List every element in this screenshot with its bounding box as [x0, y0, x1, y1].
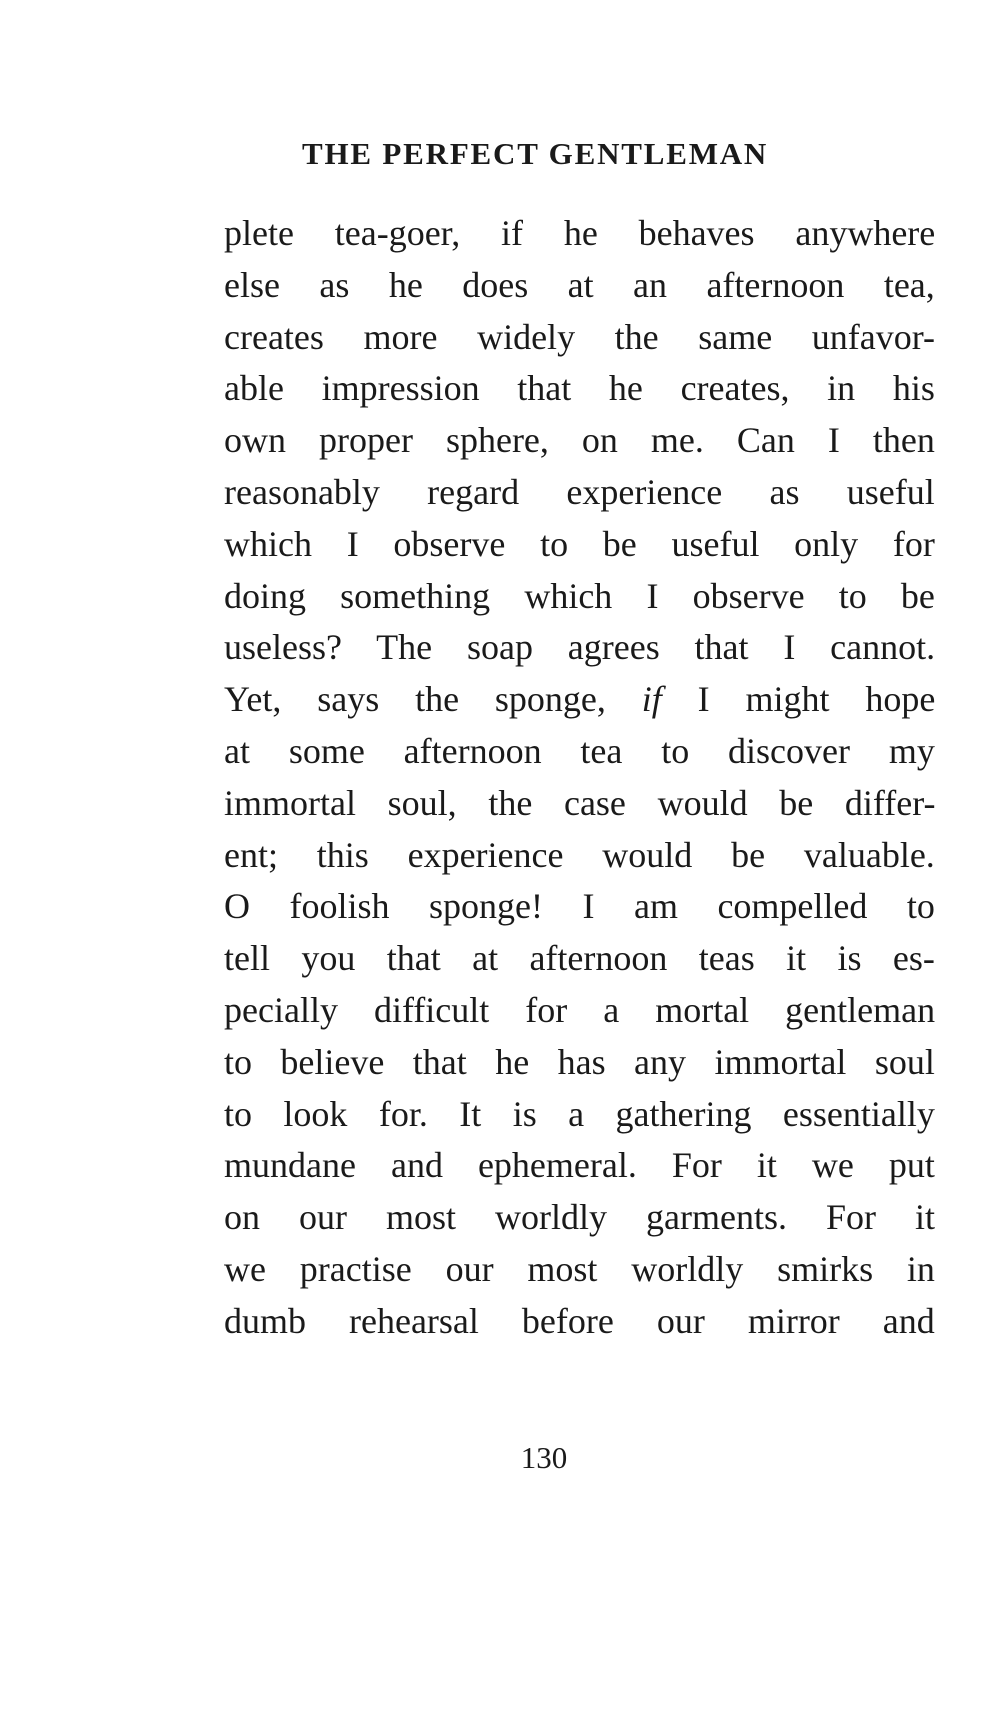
text-line: to believe that he has any immortal soul [224, 1041, 935, 1082]
text-line-with-italic [224, 674, 935, 726]
text-line: plete tea-goer, if he behaves anywhere [224, 213, 936, 253]
text-line: able impression that he creates, in his [224, 368, 935, 409]
text-line: O foolish sponge! I am compelled to [224, 886, 935, 927]
text-line: we practise our most worldly smirks in [224, 1248, 935, 1289]
text-line: mundane and ephemeral. For it we put [224, 1145, 935, 1186]
text-line: pecially difficult for a mortal gentleman [224, 989, 936, 1030]
text-line: to look for. It is a gathering essentially [224, 1093, 935, 1134]
text-line: own proper sphere, on me. Can I then [224, 420, 935, 461]
text-line: which I observe to be useful only for [224, 523, 935, 564]
text-line: doing something which I observe to be [224, 575, 935, 616]
text-line: dumb rehearsal before our mirror and [224, 1300, 935, 1341]
page-number: 130 [520, 1440, 568, 1475]
text-line: reasonably regard experience as useful [224, 471, 935, 512]
text-line: useless? The soap agrees that I cannot. [224, 627, 936, 668]
text-line: immortal soul, the case would be differ- [224, 782, 936, 823]
text-line: on our most worldly garments. For it [224, 1197, 935, 1238]
text-line: else as he does at an afternoon tea, [224, 264, 935, 305]
text-line: creates more widely the same unfavor- [224, 316, 936, 357]
text-line: tell you that at afternoon teas it is es- [224, 938, 935, 979]
text-line: at some afternoon tea to discover my [224, 730, 935, 771]
text-line: ent; this experience would be valuable. [224, 834, 935, 875]
running-head: THE PERFECT GENTLEMAN [302, 136, 769, 171]
text-segment: Yet, says the sponge, [224, 679, 606, 720]
body-text [224, 208, 935, 1348]
text-segment: I might hope [697, 679, 936, 720]
italic-word: if [641, 679, 662, 720]
